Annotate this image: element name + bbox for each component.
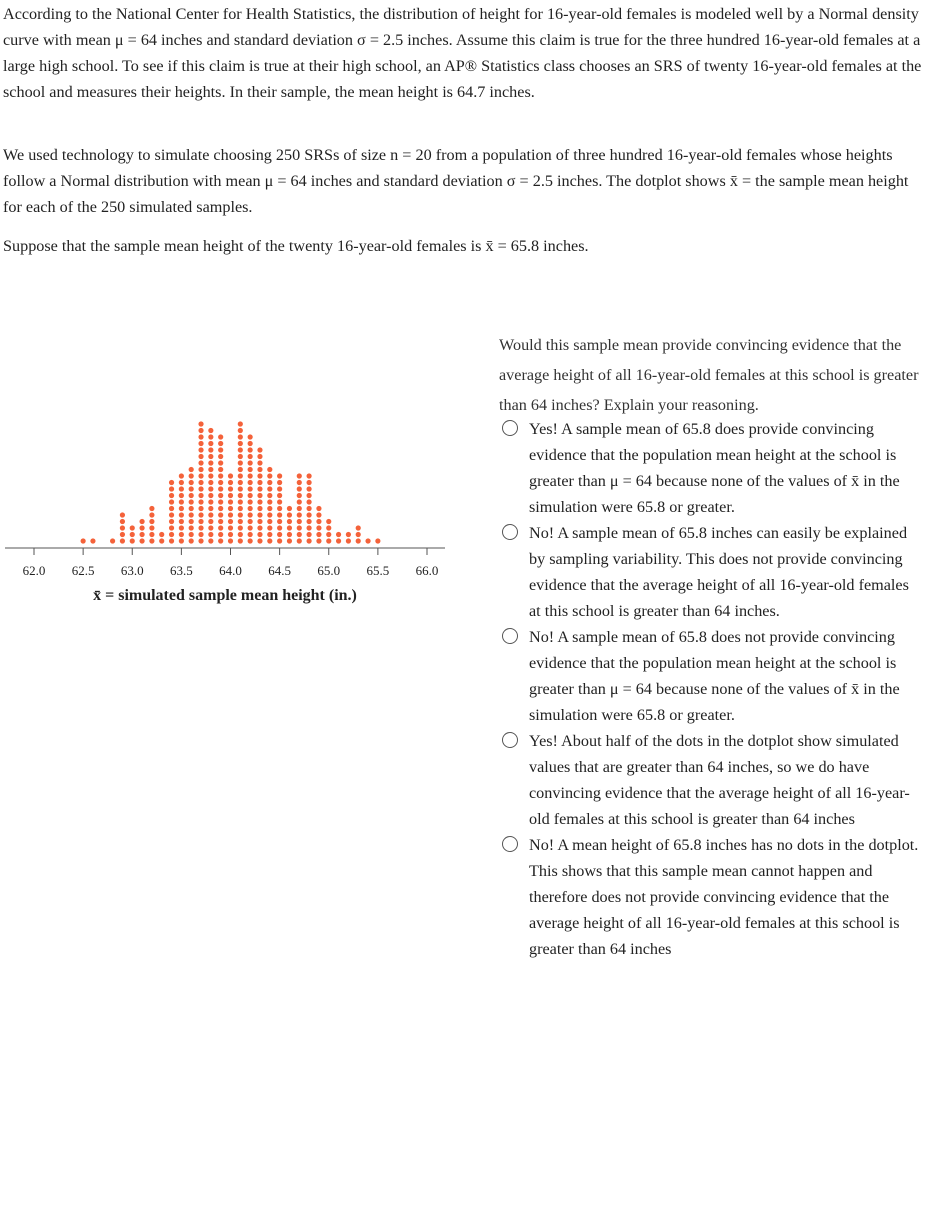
x-tick-label: 62.0 — [22, 563, 46, 578]
dot — [316, 506, 321, 511]
dot — [365, 538, 370, 543]
dot — [277, 486, 282, 491]
dot — [267, 486, 272, 491]
dot — [198, 480, 203, 485]
dot — [169, 506, 174, 511]
dot — [139, 538, 144, 543]
dot — [248, 473, 253, 478]
dot — [159, 538, 164, 543]
dot — [218, 447, 223, 452]
dot — [238, 525, 243, 530]
dot — [198, 454, 203, 459]
dot — [238, 538, 243, 543]
dot — [257, 480, 262, 485]
answer-option-text: No! A sample mean of 65.8 does not provide convincing evidence that the population mean height at the school is greater than μ = 64 because none of the values of x̄ in the simulation were 65.8 or greater. — [529, 628, 900, 724]
x-axis-ticks — [23, 548, 439, 578]
dot — [326, 532, 331, 537]
dot — [189, 512, 194, 517]
dot — [198, 493, 203, 498]
radio-button-icon[interactable] — [502, 524, 518, 540]
dot — [120, 525, 125, 530]
dot — [169, 480, 174, 485]
answer-option-2[interactable] — [500, 520, 920, 624]
dot — [257, 532, 262, 537]
dot — [218, 499, 223, 504]
dot — [189, 499, 194, 504]
dot — [198, 467, 203, 472]
dot — [257, 499, 262, 504]
dot — [248, 525, 253, 530]
dot — [189, 519, 194, 524]
dot — [267, 525, 272, 530]
answer-options — [500, 416, 920, 962]
dot — [228, 499, 233, 504]
dot — [228, 493, 233, 498]
dot — [198, 538, 203, 543]
dot — [189, 532, 194, 537]
dot — [169, 512, 174, 517]
dot — [198, 499, 203, 504]
dot — [277, 512, 282, 517]
dot — [238, 506, 243, 511]
dot — [179, 532, 184, 537]
dot — [257, 454, 262, 459]
dot — [149, 512, 154, 517]
dot — [198, 434, 203, 439]
dot — [228, 532, 233, 537]
dot — [267, 467, 272, 472]
dot — [277, 532, 282, 537]
dot — [120, 538, 125, 543]
dot — [316, 512, 321, 517]
dot — [228, 538, 233, 543]
dot — [149, 538, 154, 543]
dot — [179, 525, 184, 530]
dot — [257, 447, 262, 452]
dot — [228, 525, 233, 530]
dot — [228, 512, 233, 517]
dot — [179, 506, 184, 511]
dot — [316, 538, 321, 543]
dot — [297, 480, 302, 485]
dot — [169, 486, 174, 491]
dot — [307, 480, 312, 485]
dot — [297, 486, 302, 491]
dot — [248, 460, 253, 465]
dot — [277, 525, 282, 530]
dot — [130, 538, 135, 543]
dot — [208, 512, 213, 517]
dot — [208, 473, 213, 478]
dot — [248, 467, 253, 472]
dot — [139, 525, 144, 530]
dot — [287, 532, 292, 537]
dot — [307, 525, 312, 530]
dot — [208, 532, 213, 537]
dot — [218, 441, 223, 446]
dot — [238, 441, 243, 446]
dot — [248, 506, 253, 511]
dot — [179, 499, 184, 504]
x-tick-label: 63.0 — [120, 563, 144, 578]
dot — [218, 460, 223, 465]
dot — [248, 519, 253, 524]
dot — [326, 519, 331, 524]
dot — [248, 447, 253, 452]
dot — [120, 512, 125, 517]
answer-option-4[interactable] — [500, 728, 920, 832]
radio-button-icon[interactable] — [502, 628, 518, 644]
dot — [189, 538, 194, 543]
dot — [307, 493, 312, 498]
dot — [307, 499, 312, 504]
dot — [346, 538, 351, 543]
dot — [208, 441, 213, 446]
dot — [238, 454, 243, 459]
dot — [297, 532, 302, 537]
dot — [159, 532, 164, 537]
dot — [248, 480, 253, 485]
dot — [267, 519, 272, 524]
dot — [316, 532, 321, 537]
dot — [346, 532, 351, 537]
dot — [248, 454, 253, 459]
radio-button-icon[interactable] — [502, 420, 518, 436]
dot — [238, 467, 243, 472]
answer-option-text: Yes! About half of the dots in the dotplot show simulated values that are greater than 64 inches, so we do have convincing evidence that the average height of all 16-year-old females at this school is greater than 64 inches — [529, 732, 910, 828]
dot — [248, 493, 253, 498]
dot — [198, 421, 203, 426]
dot — [257, 467, 262, 472]
dot — [169, 519, 174, 524]
dot — [277, 480, 282, 485]
dot — [238, 493, 243, 498]
dot — [238, 421, 243, 426]
question-prompt: Would this sample mean provide convincing evidence that the average height of all 16-year-old females at this school is greater than 64 inches? Explain your reasoning. — [499, 336, 919, 414]
dot — [90, 538, 95, 543]
dot — [169, 532, 174, 537]
dot — [198, 519, 203, 524]
intro-paragraph-3: Suppose that the sample mean height of the twenty 16-year-old females is x̄ = 65.8 inches. — [3, 237, 589, 255]
dot — [257, 460, 262, 465]
dot — [198, 532, 203, 537]
dot — [189, 486, 194, 491]
intro-paragraph-2: We used technology to simulate choosing 250 SRSs of size n = 20 from a population of three hundred 16-year-old females whose heights follow a Normal distribution with mean μ = 64 inches and standard deviation σ = 2.5 inches. The dotplot shows x̄ = the sample mean height for each of the 250 simulated samples. — [3, 146, 909, 216]
dot — [257, 473, 262, 478]
radio-button-icon[interactable] — [502, 732, 518, 748]
x-tick-label: 64.5 — [268, 563, 292, 578]
dot — [218, 519, 223, 524]
dot — [218, 512, 223, 517]
dot — [228, 480, 233, 485]
dot — [336, 538, 341, 543]
dot — [307, 512, 312, 517]
dot — [169, 499, 174, 504]
dot — [356, 538, 361, 543]
dot — [189, 506, 194, 511]
dot — [267, 532, 272, 537]
dot — [189, 473, 194, 478]
dot — [297, 538, 302, 543]
dot — [218, 506, 223, 511]
dot — [277, 499, 282, 504]
dot — [277, 473, 282, 478]
dotplot-dots — [81, 421, 381, 543]
dot — [307, 532, 312, 537]
dot — [356, 525, 361, 530]
dot — [208, 434, 213, 439]
dot — [248, 486, 253, 491]
dot — [257, 506, 262, 511]
dot — [238, 428, 243, 433]
x-tick-label: 62.5 — [71, 563, 95, 578]
dot — [307, 473, 312, 478]
dot — [198, 428, 203, 433]
dot — [198, 447, 203, 452]
dot — [238, 480, 243, 485]
dot — [257, 493, 262, 498]
dot — [307, 486, 312, 491]
dot — [139, 532, 144, 537]
dot — [198, 460, 203, 465]
dot — [208, 447, 213, 452]
dot — [267, 506, 272, 511]
dot — [277, 538, 282, 543]
dot — [198, 512, 203, 517]
dot — [198, 441, 203, 446]
answer-option-text: No! A mean height of 65.8 inches has no dots in the dotplot. This shows that this sample mean cannot happen and therefore does not provide convincing evidence that the average height of all 16-year-old females at this school is greater than 64 inches — [529, 836, 919, 958]
dot — [208, 467, 213, 472]
x-tick-label: 64.0 — [219, 563, 242, 578]
dot — [179, 473, 184, 478]
dot — [208, 525, 213, 530]
answer-option-text: No! A sample mean of 65.8 inches can easily be explained by sampling variability. This does not provide convincing evidence that the average height of all 16-year-old females at this school is greater than 64 inches. — [529, 524, 909, 620]
answer-option-3[interactable] — [500, 624, 920, 728]
dot — [169, 525, 174, 530]
dot — [287, 525, 292, 530]
dot — [179, 493, 184, 498]
dot — [228, 486, 233, 491]
dot — [218, 538, 223, 543]
dot — [81, 538, 86, 543]
dot — [149, 532, 154, 537]
dot — [228, 519, 233, 524]
dot — [208, 486, 213, 491]
dot — [267, 512, 272, 517]
dot — [267, 499, 272, 504]
dot — [248, 538, 253, 543]
dot — [257, 538, 262, 543]
dot — [297, 519, 302, 524]
dot — [297, 512, 302, 517]
dot — [248, 512, 253, 517]
dot — [336, 532, 341, 537]
dot — [297, 499, 302, 504]
dot — [267, 480, 272, 485]
dot — [189, 467, 194, 472]
dot — [267, 473, 272, 478]
dot — [179, 519, 184, 524]
dot — [277, 506, 282, 511]
dot — [208, 454, 213, 459]
dot — [238, 460, 243, 465]
dot — [179, 480, 184, 485]
dot — [257, 512, 262, 517]
dot — [238, 473, 243, 478]
dot — [218, 493, 223, 498]
dot — [149, 525, 154, 530]
dot — [218, 454, 223, 459]
dot — [228, 473, 233, 478]
dot — [287, 506, 292, 511]
dot — [208, 538, 213, 543]
dot — [238, 519, 243, 524]
dot — [238, 512, 243, 517]
dot — [307, 506, 312, 511]
dot — [208, 506, 213, 511]
dot — [120, 519, 125, 524]
dot — [218, 467, 223, 472]
dot — [218, 434, 223, 439]
dot — [208, 519, 213, 524]
x-tick-label: 66.0 — [415, 563, 439, 578]
dot — [277, 493, 282, 498]
dot — [169, 493, 174, 498]
dot — [208, 499, 213, 504]
dot — [120, 532, 125, 537]
dot — [248, 441, 253, 446]
dot — [189, 480, 194, 485]
dot — [198, 486, 203, 491]
dot — [287, 519, 292, 524]
dot — [297, 493, 302, 498]
dot — [297, 506, 302, 511]
dot — [307, 538, 312, 543]
dot — [277, 519, 282, 524]
intro-paragraph-1: According to the National Center for Health Statistics, the distribution of height for 16-year-old females is modeled well by a Normal density curve with mean μ = 64 inches and standard deviation σ = 2.5 inches. Assume this claim is true for the three hundred 16-year-old females at a large high school. To see if this claim is true at their high school, an AP® Statistics class chooses an SRS of twenty 16-year-old females at the school and measures their heights. In their sample, the mean height is 64.7 inches. — [3, 5, 922, 101]
dot — [228, 506, 233, 511]
x-tick-label: 65.5 — [366, 563, 390, 578]
dot — [326, 538, 331, 543]
dot — [208, 493, 213, 498]
dot — [238, 434, 243, 439]
answer-option-1[interactable] — [500, 416, 920, 520]
dot — [130, 532, 135, 537]
dot — [238, 532, 243, 537]
dot — [149, 519, 154, 524]
dot — [179, 486, 184, 491]
dot — [297, 473, 302, 478]
dot — [198, 473, 203, 478]
dot — [218, 473, 223, 478]
dot — [267, 538, 272, 543]
dot — [238, 486, 243, 491]
answer-option-text: Yes! A sample mean of 65.8 does provide convincing evidence that the population mean height at the school is greater than μ = 64 because none of the values of x̄ in the simulation were 65.8 or greater. — [529, 420, 900, 516]
dot — [198, 506, 203, 511]
dot — [208, 460, 213, 465]
dot — [218, 532, 223, 537]
x-tick-label: 65.0 — [317, 563, 341, 578]
dot — [287, 538, 292, 543]
dot — [326, 525, 331, 530]
dot — [149, 506, 154, 511]
dot — [130, 525, 135, 530]
dot — [169, 538, 174, 543]
dot — [218, 525, 223, 530]
dot — [179, 538, 184, 543]
dotplot-chart — [0, 300, 450, 620]
x-axis-label: x̄ = simulated sample mean height (in.) — [93, 587, 357, 604]
dot — [238, 499, 243, 504]
dot — [110, 538, 115, 543]
dot — [179, 512, 184, 517]
dot — [297, 525, 302, 530]
dot — [356, 532, 361, 537]
dot — [208, 480, 213, 485]
dot — [238, 447, 243, 452]
dot — [287, 512, 292, 517]
answer-option-5[interactable] — [500, 832, 920, 962]
dot — [267, 493, 272, 498]
dot — [189, 493, 194, 498]
radio-button-icon[interactable] — [502, 836, 518, 852]
x-tick-label: 63.5 — [170, 563, 193, 578]
dot — [257, 525, 262, 530]
dot — [248, 434, 253, 439]
dot — [198, 525, 203, 530]
dot — [316, 525, 321, 530]
dot — [307, 519, 312, 524]
dot — [189, 525, 194, 530]
dot — [218, 486, 223, 491]
dot — [257, 519, 262, 524]
dot — [316, 519, 321, 524]
dot — [257, 486, 262, 491]
dot — [375, 538, 380, 543]
dot — [218, 480, 223, 485]
dot — [248, 532, 253, 537]
dot — [248, 499, 253, 504]
dot — [139, 519, 144, 524]
dot — [208, 428, 213, 433]
